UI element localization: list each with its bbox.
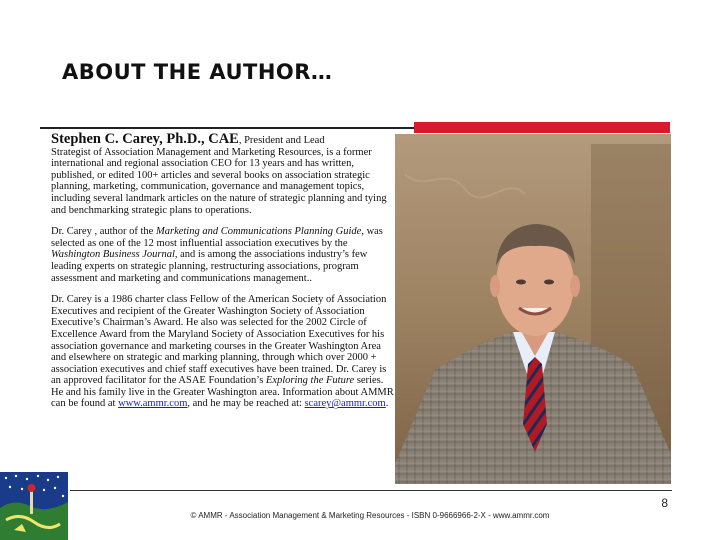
bio-text [51,131,394,420]
slide-title: ABOUT THE AUTHOR… [62,60,333,84]
author-role-lead: , President and Lead [238,135,325,146]
bio-p3-before: Dr. Carey is a 1986 charter class Fellow of the American Society of Association Executives and recipient of the Greater Washington Society of Association Executive’s Chairman’s Award. He also was selected for the 2002 Circle of Excellence Award from the Maryland Society of Association Executives for his association governance and marketing courses in the Greater Washington Area and elsewhere on strategic and marking planning, through which over 2000 + association executives and chief staff executives have been trained. Dr. Carey is an approved facilitator for the ASAE Foundation’s [51,294,387,387]
ammr-logo [0,472,68,540]
author-name: Stephen C. Carey, Ph.D., CAE [51,131,239,147]
bio-p3-mid2: , and he may be reached at: [187,398,305,410]
page-number: 8 [661,496,668,510]
website-link[interactable]: www.ammr.com [118,398,188,410]
bio-p2-mid: , was selected as one of the 12 most influential association executives by the [51,226,383,249]
title-accent-bar [414,122,670,133]
title-rule [40,127,414,129]
author-photo [395,134,671,484]
bio-paragraph-2 [51,226,394,284]
ammr-logo-icon [0,472,68,540]
email-link[interactable]: scarey@ammr.com [304,398,386,410]
bio-p2-after: , and is among the associations industry’s few leading experts on strategic planning, restructuring associations, program assessment and marketing and communications management.. [51,249,368,284]
series-title: Exploring the Future [265,375,355,387]
bio-paragraph-3 [51,294,394,410]
bio-p3-mid: series. He and his family live in the Greater Washington area. Information about AMMR can be found at [51,375,394,410]
book-title: Marketing and Communications Planning Guide [155,226,362,238]
bio-paragraph-1 [51,131,394,216]
journal-title: Washington Business Journal [51,249,175,261]
footer-text: © AMMR - Association Management & Marketing Resources - ISBN 0-9666966-2-X - www.ammr.com [190,511,550,520]
bio-paragraph-1-text: Strategist of Association Management and Marketing Resources, is a former international and regional association CEO for 13 years and has written, published, or edited 100+ articles and several books on association strategic planning, marketing, communication, governance and management topics, including several landmark articles on the nature of strategic planning and tying and benchmarking strategic plans to operations. [51,146,387,216]
bio-p3-end: . [385,398,389,410]
bio-p2-before: Dr. Carey , author of the [51,226,156,238]
footer-rule [70,490,672,491]
author-portrait-icon [395,134,671,484]
